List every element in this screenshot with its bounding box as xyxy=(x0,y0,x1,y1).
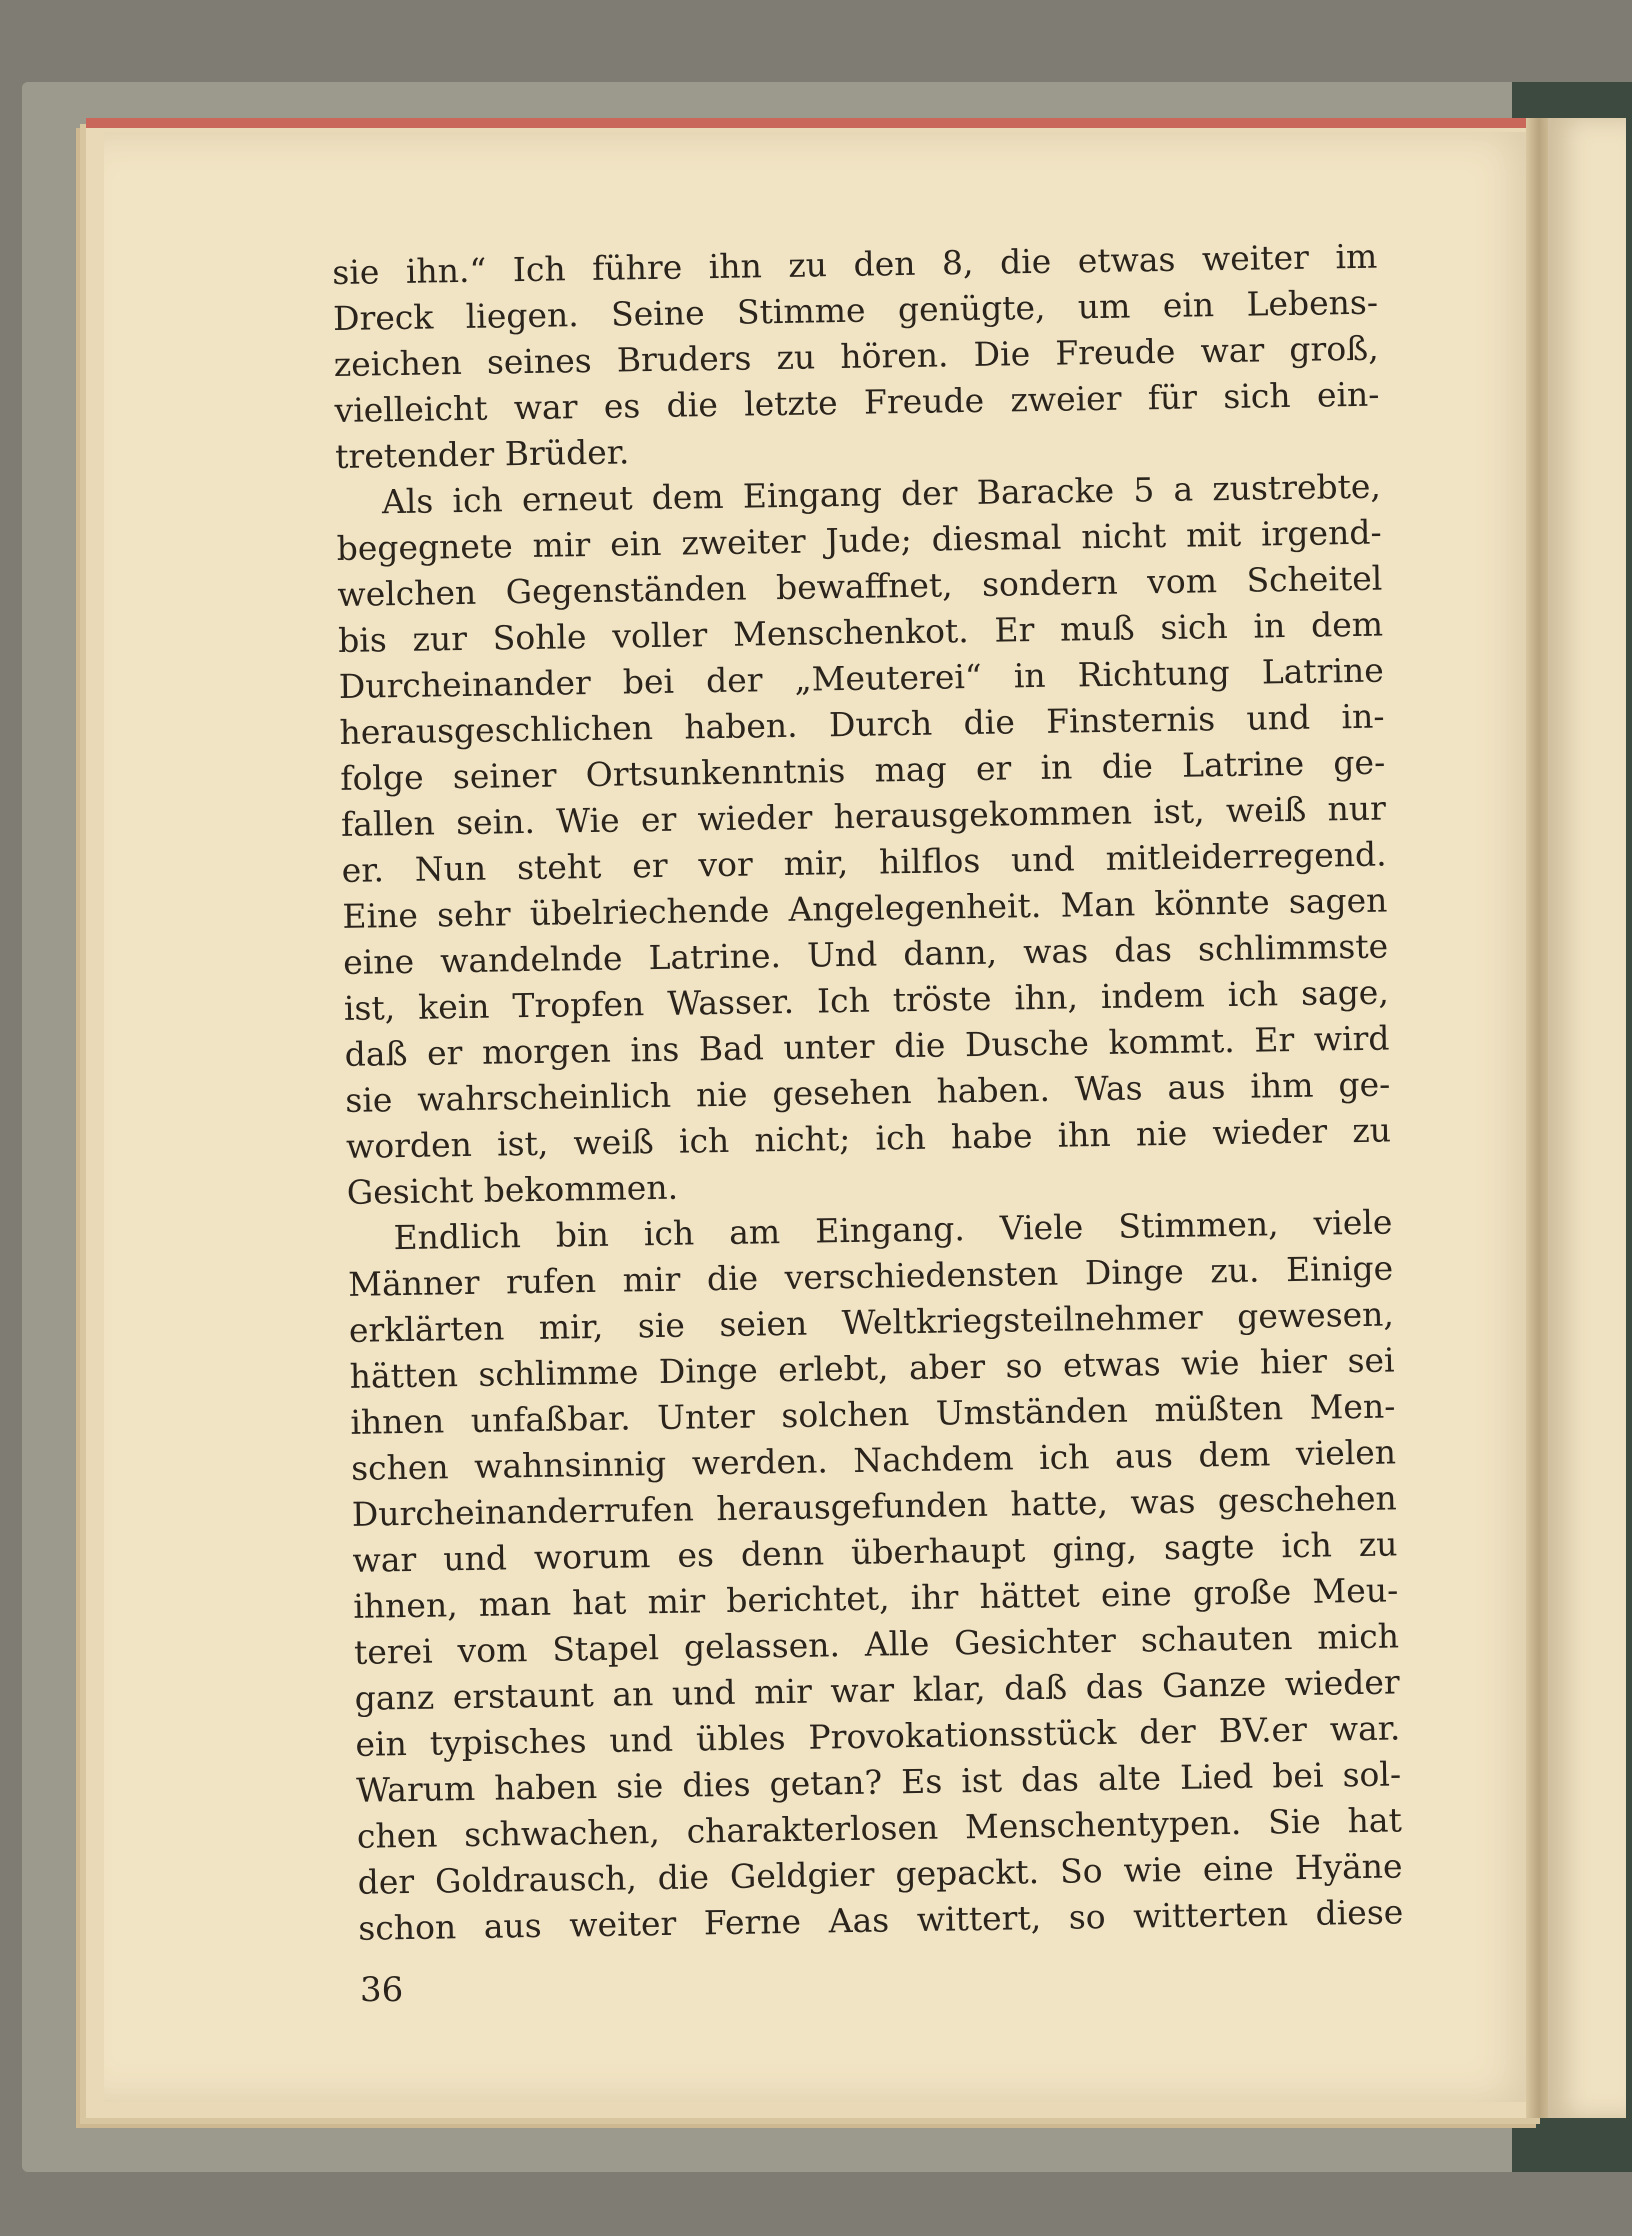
text-line: daß er morgen ins Bad unter die Dusche kommt. Er wird xyxy=(344,1018,1390,1074)
text-line: vielleicht war es die letzte Freude zweier für sich ein- xyxy=(334,374,1380,430)
text-line: zeichen seines Bruders zu hören. Die Freude war groß, xyxy=(333,328,1379,384)
text-line: ihnen unfaßbar. Unter solchen Umständen müßten Men- xyxy=(350,1386,1396,1442)
text-line: begegnete mir ein zweiter Jude; diesmal nicht mit irgend- xyxy=(336,512,1382,568)
text-line: schen wahnsinnig werden. Nachdem ich aus dem vielen xyxy=(350,1432,1397,1488)
text-line: Eine sehr übelriechende Angelegenheit. Man könnte sagen xyxy=(342,880,1388,936)
text-line: sie ihn.“ Ich führe ihn zu den 8, die etwas weiter im xyxy=(332,236,1378,292)
text-line: ihnen, man hat mir berichtet, ihr hättet eine große Meu- xyxy=(353,1570,1399,1626)
text-line: folge seiner Ortsunkenntnis mag er in die Latrine ge- xyxy=(339,742,1386,798)
text-line: der Goldrausch, die Geldgier gepackt. So wie eine Hyäne xyxy=(357,1846,1403,1902)
text-line: Warum haben sie dies getan? Es ist das alte Lied bei sol- xyxy=(355,1754,1402,1810)
text-line: erklärten mir, sie seien Weltkriegsteilnehmer gewesen, xyxy=(348,1294,1395,1350)
text-line: ein typisches und übles Provokationsstück der BV.er war. xyxy=(355,1708,1401,1764)
text-line: er. Nun steht er vor mir, hilflos und mitleiderregend. xyxy=(341,834,1387,890)
text-line: bis zur Sohle voller Menschenkot. Er muß sich in dem xyxy=(337,604,1384,660)
text-line: schon aus weiter Ferne Aas wittert, so witterten diese xyxy=(358,1892,1404,1948)
text-line: chen schwachen, charakterlosen Menschentypen. Sie hat xyxy=(356,1800,1403,1856)
text-line: Gesicht bekommen. xyxy=(346,1167,679,1212)
text-line: ganz erstaunt an und mir war klar, daß das Ganze wieder xyxy=(354,1662,1400,1718)
text-line: tretender Brüder. xyxy=(334,432,630,476)
text-line: war und worum es denn überhaupt ging, sagte ich zu xyxy=(352,1524,1398,1580)
text-line: hätten schlimme Dinge erlebt, aber so etwas wie hier sei xyxy=(349,1340,1395,1396)
text-line: worden ist, weiß ich nicht; ich habe ihn nie wieder zu xyxy=(345,1110,1392,1166)
text-line: Dreck liegen. Seine Stimme genügte, um ein Lebens- xyxy=(332,282,1379,338)
text-line: Durcheinanderrufen herausgefunden hatte, was geschehen xyxy=(351,1478,1398,1534)
text-line: Durcheinander bei der „Meuterei“ in Richtung Latrine xyxy=(338,650,1385,706)
facing-page xyxy=(1548,118,1626,2118)
text-line: sie wahrscheinlich nie gesehen haben. Was aus ihm ge- xyxy=(345,1064,1391,1120)
text-line: Männer rufen mir die verschiedensten Dinge zu. Einige xyxy=(347,1248,1394,1304)
text-line: welchen Gegenständen bewaffnet, sondern vom Scheitel xyxy=(337,558,1383,614)
text-line: ist, kein Tropfen Wasser. Ich tröste ihn, indem ich sage, xyxy=(343,972,1390,1028)
text-line: eine wandelnde Latrine. Und dann, was das schlimmste xyxy=(342,926,1389,982)
text-line: fallen sein. Wie er wieder herausgekommen ist, weiß nur xyxy=(340,788,1387,844)
text-line: Als ich erneut dem Eingang der Baracke 5 a zustrebte, xyxy=(381,466,1382,522)
text-line: terei vom Stapel gelassen. Alle Gesichter schauten mich xyxy=(353,1616,1400,1672)
text-line: Endlich bin ich am Eingang. Viele Stimmen, viele xyxy=(393,1202,1393,1258)
page-text xyxy=(332,234,1404,1952)
text-line: herausgeschlichen haben. Durch die Finsternis und in- xyxy=(339,696,1385,752)
page-number: 36 xyxy=(360,1970,404,2010)
